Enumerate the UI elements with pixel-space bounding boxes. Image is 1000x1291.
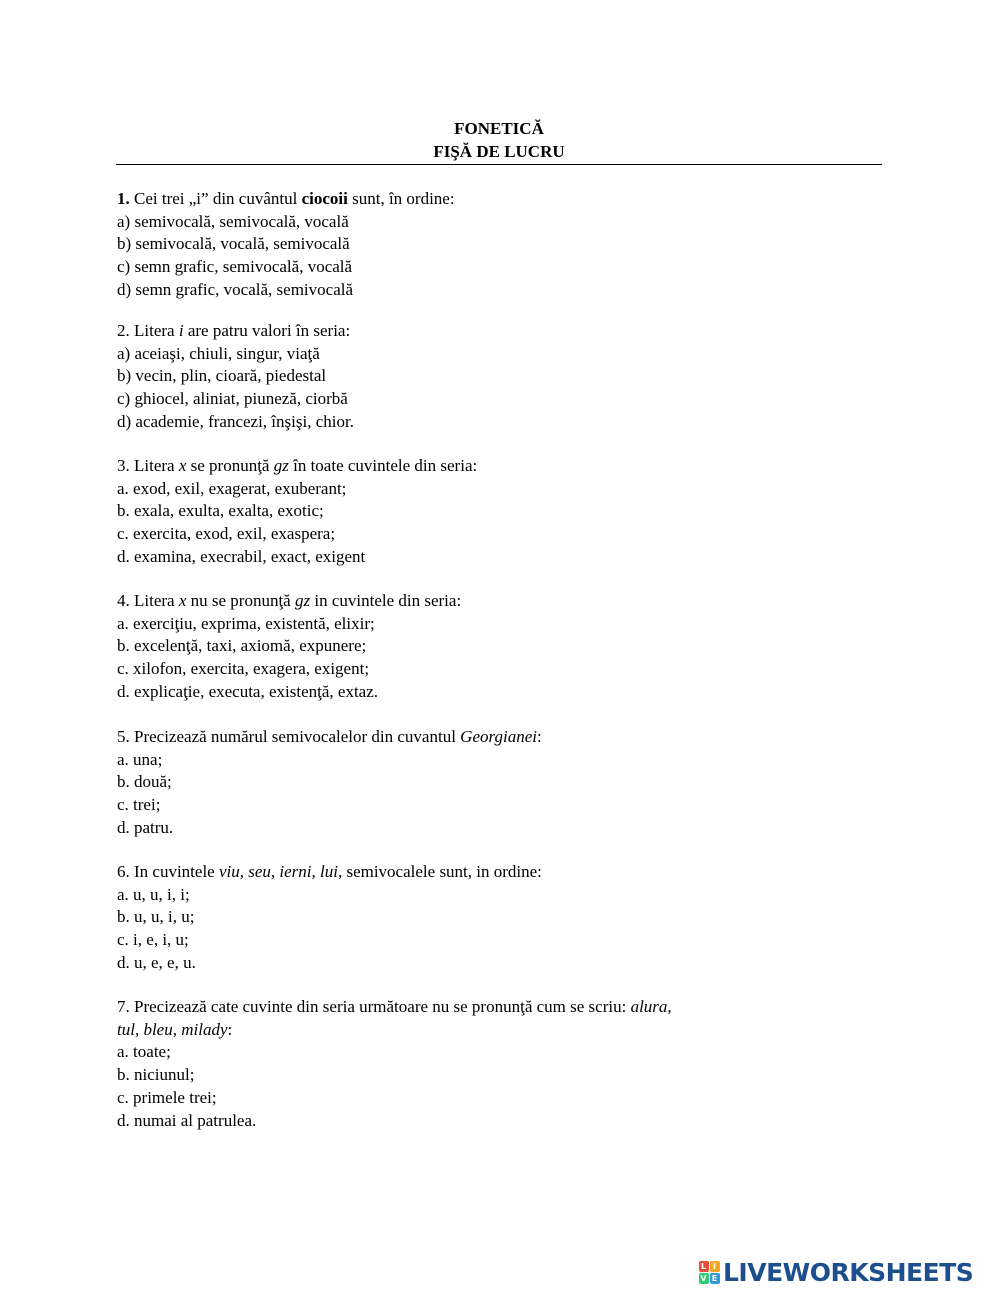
header-divider — [116, 164, 882, 165]
logo-block: I — [710, 1261, 720, 1272]
logo-text: LIVEWORKSHEETS — [723, 1257, 974, 1287]
logo-block: E — [710, 1273, 720, 1284]
italic-term: x — [178, 591, 187, 610]
question-stem: 4. Litera x nu se pronunţă gz in cuvintele din seria: — [117, 591, 462, 610]
question-number: 3. — [117, 456, 130, 475]
question-4 — [117, 590, 817, 704]
option-a: a. u, u, i, i; — [117, 884, 190, 904]
page-title: FONETICĂ — [454, 119, 544, 138]
option-d: d. examina, execrabil, exact, exigent — [117, 546, 366, 566]
option-c: c. exercita, exod, exil, exaspera; — [117, 524, 336, 544]
question-stem: 1. Cei trei „i” din cuvântul ciocoii sunt, în ordine: — [117, 189, 455, 208]
option-c: c) ghiocel, aliniat, piuneză, ciorbă — [117, 389, 348, 409]
option-c: c. i, e, i, u; — [117, 930, 189, 950]
option-a: a) aceiaşi, chiuli, singur, viaţă — [117, 343, 320, 363]
italic-term: i — [178, 321, 184, 340]
option-c: c. xilofon, exercita, exagera, exigent; — [117, 659, 370, 679]
italic-term: gz — [294, 591, 311, 610]
question-5 — [117, 726, 817, 840]
question-number: 4. — [117, 591, 130, 610]
question-stem-continuation: tul, bleu, milady: — [117, 1019, 233, 1039]
question-number: 7. — [117, 997, 130, 1016]
question-number: 2. — [117, 321, 130, 340]
question-stem: 5. Precizează numărul semivocalelor din cuvantul Georgianei: — [117, 727, 542, 746]
option-a: a. exerciţiu, exprima, existentă, elixir; — [117, 613, 375, 633]
question-stem: 3. Litera x se pronunţă gz în toate cuvintele din seria: — [117, 456, 478, 475]
option-b: b) vecin, plin, cioară, piedestal — [117, 366, 327, 386]
option-b: b. excelenţă, taxi, axiomă, expunere; — [117, 636, 367, 656]
question-number: 6. — [117, 862, 130, 881]
italic-term: tul, bleu, milady — [117, 1019, 228, 1039]
question-7 — [117, 996, 817, 1132]
option-d: d. u, e, e, u. — [117, 952, 196, 972]
question-6 — [117, 861, 817, 975]
italic-term: Georgianei — [460, 727, 537, 746]
option-c: c) semn grafic, semivocală, vocală — [117, 257, 353, 277]
option-b: b. u, u, i, u; — [117, 907, 195, 927]
italic-term: viu, seu, ierni, lui, — [218, 862, 343, 881]
option-a: a. una; — [117, 749, 163, 769]
question-number: 5. — [117, 727, 130, 746]
option-c: c. trei; — [117, 795, 161, 815]
option-d: d) academie, francezi, înşişi, chior. — [117, 411, 354, 431]
option-d: d. patru. — [117, 817, 174, 837]
option-b: b. două; — [117, 772, 172, 792]
question-2 — [117, 320, 817, 434]
question-1 — [117, 188, 817, 302]
italic-term: alura, — [630, 997, 672, 1016]
question-number: 1. — [117, 189, 130, 208]
highlighted-word: ciocoii — [301, 189, 348, 208]
question-3 — [117, 455, 817, 569]
italic-term: gz — [273, 456, 289, 475]
logo-block: L — [699, 1261, 709, 1272]
liveworksheets-logo — [698, 1258, 973, 1286]
logo-blocks-icon — [698, 1260, 720, 1284]
option-d: d) semn grafic, vocală, semivocală — [117, 279, 354, 299]
option-c: c. primele trei; — [117, 1087, 217, 1107]
option-b: b) semivocală, vocală, semivocală — [117, 234, 350, 254]
option-b: b. exala, exulta, exalta, exotic; — [117, 501, 324, 521]
option-a: a) semivocală, semivocală, vocală — [117, 211, 349, 231]
question-stem: 6. In cuvintele viu, seu, ierni, lui, semivocalele sunt, in ordine: — [117, 862, 542, 881]
option-d: d. numai al patrulea. — [117, 1110, 257, 1130]
logo-block: V — [700, 1273, 707, 1283]
option-d: d. explicaţie, executa, existenţă, extaz. — [117, 681, 379, 701]
page-subtitle: FIŞĂ DE LUCRU — [433, 142, 565, 161]
question-stem: 2. Litera i are patru valori în seria: — [117, 321, 351, 340]
option-a: a. toate; — [117, 1042, 171, 1062]
italic-term: x — [178, 456, 187, 475]
question-stem: 7. Precizează cate cuvinte din seria următoare nu se pronunţă cum se scriu: alura, — [117, 997, 672, 1016]
option-a: a. exod, exil, exagerat, exuberant; — [117, 478, 347, 498]
option-b: b. niciunul; — [117, 1065, 195, 1085]
